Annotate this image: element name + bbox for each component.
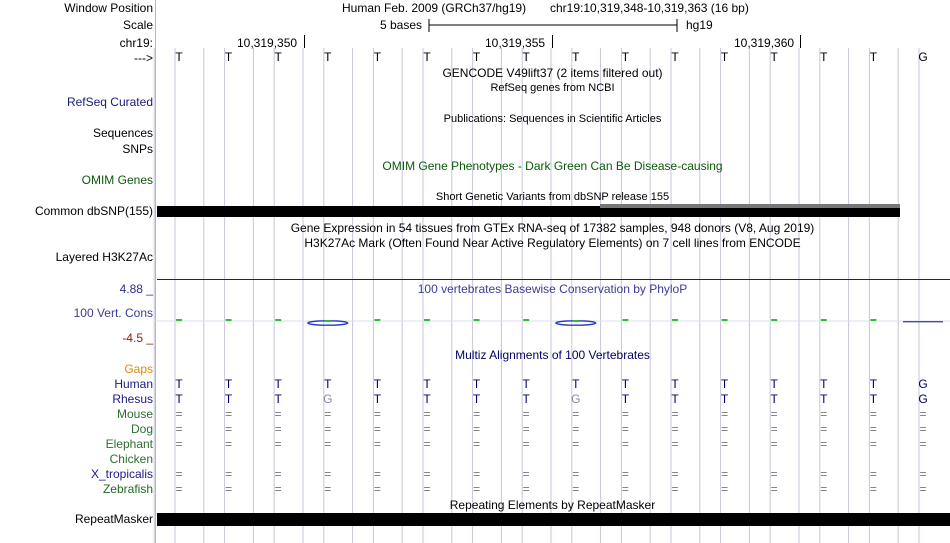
alignment-base: =: [820, 437, 828, 451]
species-label[interactable]: X_tropicalis: [90, 467, 153, 481]
alignment-base: =: [869, 407, 877, 421]
alignment-base: =: [671, 422, 679, 436]
dbsnp-track-title[interactable]: Short Genetic Variants from dbSNP release 155: [435, 191, 670, 203]
alignment-base: =: [919, 482, 927, 496]
alignment-base: =: [770, 407, 778, 421]
phylop-score-mark: [325, 320, 331, 322]
alignment-base: =: [225, 422, 233, 436]
base-letter: T: [770, 50, 778, 64]
alignment-base: =: [274, 482, 282, 496]
alignment-base: =: [919, 467, 927, 481]
alignment-base: =: [373, 482, 381, 496]
alignment-base: T: [869, 377, 878, 391]
alignment-base: T: [820, 377, 828, 391]
alignment-base: =: [274, 422, 282, 436]
phylop-score-mark: [275, 319, 281, 321]
alignment-base: T: [224, 377, 233, 391]
alignment-base: T: [373, 377, 382, 391]
alignment-base: =: [770, 422, 778, 436]
h3k27ac-baseline: [157, 279, 950, 280]
alignment-base: =: [721, 467, 729, 481]
alignment-base: =: [373, 467, 381, 481]
alignment-base: =: [869, 422, 877, 436]
alignment-base: T: [522, 392, 530, 406]
alignment-base: =: [572, 467, 580, 481]
gencode-track-title[interactable]: GENCODE V49lift37 (2 items filtered out): [442, 66, 663, 80]
alignment-base: =: [274, 407, 282, 421]
alignment-base: =: [324, 422, 332, 436]
alignment-base: G: [323, 392, 333, 406]
alignment-base: =: [721, 407, 729, 421]
alignment-base: =: [473, 482, 481, 496]
phylop-min-label: -4.5 _: [122, 331, 153, 345]
phylop-score-mark: [573, 320, 579, 322]
scale-label: Scale: [122, 18, 153, 32]
alignment-base: T: [274, 392, 282, 406]
alignment-base: =: [919, 422, 927, 436]
species-label[interactable]: Rhesus: [112, 392, 153, 406]
alignment-base: =: [820, 407, 828, 421]
alignment-base: =: [671, 467, 679, 481]
base-letter: T: [720, 50, 729, 64]
base-letter: T: [423, 50, 431, 64]
alignment-base: =: [373, 407, 381, 421]
refseq-track-title[interactable]: RefSeq genes from NCBI: [490, 82, 615, 94]
alignment-base: =: [572, 437, 580, 451]
base-letter: T: [671, 50, 679, 64]
window-position-value[interactable]: chr19:10,319,348-10,319,363 (16 bp): [550, 1, 749, 15]
alignment-base: =: [671, 482, 679, 496]
alignment-base: T: [423, 392, 431, 406]
alignment-base: T: [175, 392, 183, 406]
alignment-base: =: [522, 437, 530, 451]
scale-bar: [428, 17, 680, 33]
alignment-base: T: [472, 377, 481, 391]
alignment-base: =: [324, 407, 332, 421]
phylop-score-mark: [176, 319, 182, 321]
alignment-base: T: [770, 392, 778, 406]
phylop-score-mark: [622, 319, 628, 321]
alignment-base: =: [919, 407, 927, 421]
species-label[interactable]: Elephant: [105, 437, 153, 451]
alignment-base: =: [621, 482, 629, 496]
alignment-base: =: [671, 437, 679, 451]
alignment-base: =: [572, 482, 580, 496]
multiz-track-title[interactable]: Multiz Alignments of 100 Vertebrates: [455, 348, 650, 362]
base-letter: T: [869, 50, 878, 64]
alignment-base: =: [175, 467, 183, 481]
phylop-score-mark: [821, 319, 827, 321]
base-letter: T: [175, 50, 183, 64]
tick-mark: [552, 35, 553, 48]
base-letter: T: [820, 50, 828, 64]
alignment-base: =: [721, 437, 729, 451]
alignment-base: =: [522, 422, 530, 436]
alignment-base: =: [919, 437, 927, 451]
repeatmasker-track-title[interactable]: Repeating Elements by RepeatMasker: [449, 498, 656, 512]
snps-label[interactable]: SNPs: [122, 142, 153, 156]
phylop-score-mark: [903, 321, 943, 322]
alignment-base: =: [473, 437, 481, 451]
repeatmasker-label[interactable]: RepeatMasker: [74, 512, 153, 526]
alignment-base: =: [770, 437, 778, 451]
alignment-base: T: [869, 392, 878, 406]
dbsnp-label[interactable]: Common dbSNP(155): [34, 204, 153, 218]
species-label[interactable]: Dog: [130, 422, 153, 436]
alignment-base: T: [671, 377, 679, 391]
alignment-base: =: [373, 422, 381, 436]
alignment-base: G: [918, 392, 928, 406]
alignment-base: =: [324, 467, 332, 481]
base-letter: T: [472, 50, 481, 64]
alignment-base: =: [373, 437, 381, 451]
phylop-score-mark: [226, 319, 232, 321]
repeatmasker-feature-bar[interactable]: [157, 513, 950, 526]
phylop-track-title[interactable]: 100 vertebrates Basewise Conservation by PhyloP: [417, 282, 688, 296]
strand-arrow: --->: [134, 51, 153, 65]
alignment-base: =: [522, 482, 530, 496]
phylop-score-mark: [374, 319, 380, 321]
alignment-base: =: [473, 422, 481, 436]
alignment-base: =: [820, 467, 828, 481]
alignment-base: =: [572, 407, 580, 421]
alignment-base: =: [869, 467, 877, 481]
alignment-base: T: [423, 377, 431, 391]
alignment-base: =: [274, 467, 282, 481]
phylop-score-mark: [424, 319, 430, 321]
phylop-score-mark: [523, 319, 529, 321]
alignment-base: =: [621, 407, 629, 421]
alignment-base: =: [423, 422, 431, 436]
scale-text: 5 bases: [380, 18, 423, 32]
gaps-label[interactable]: Gaps: [124, 362, 153, 376]
alignment-base: T: [224, 392, 233, 406]
base-letter: T: [572, 50, 580, 64]
base-letter: T: [373, 50, 382, 64]
alignment-base: =: [225, 467, 233, 481]
base-letter: G: [918, 50, 928, 64]
alignment-base: T: [472, 392, 481, 406]
h3k27ac-track-title[interactable]: H3K27Ac Mark (Often Found Near Active Regulatory Elements) on 7 cell lines from ENCODE: [304, 236, 801, 250]
phylop-score-mark: [771, 319, 777, 321]
tick-label: 10,319,355: [485, 36, 546, 50]
h3k27ac-label[interactable]: Layered H3K27Ac: [55, 250, 153, 264]
alignment-base: =: [671, 407, 679, 421]
alignment-base: =: [175, 407, 183, 421]
alignment-base: =: [225, 437, 233, 451]
alignment-base: T: [373, 392, 382, 406]
alignment-base: =: [621, 467, 629, 481]
alignment-base: =: [869, 437, 877, 451]
alignment-base: =: [820, 422, 828, 436]
alignment-base: T: [522, 377, 530, 391]
tick-label: 10,319,350: [237, 36, 298, 50]
alignment-base: =: [423, 467, 431, 481]
alignment-base: =: [324, 437, 332, 451]
tick-mark: [304, 35, 305, 48]
phylop-score-mark: [722, 319, 728, 321]
alignment-base: T: [324, 377, 332, 391]
base-letter: T: [324, 50, 332, 64]
tick-mark: [800, 35, 801, 48]
phylop-label[interactable]: 100 Vert. Cons: [73, 306, 153, 320]
alignment-base: T: [621, 377, 630, 391]
alignment-base: =: [423, 482, 431, 496]
alignment-base: =: [869, 482, 877, 496]
publications-track-title[interactable]: Publications: Sequences in Scientific Articles: [443, 113, 662, 125]
alignment-base: T: [820, 392, 828, 406]
alignment-base: =: [175, 482, 183, 496]
alignment-base: =: [473, 467, 481, 481]
alignment-base: G: [571, 392, 581, 406]
alignment-base: T: [572, 377, 580, 391]
alignment-base: =: [770, 482, 778, 496]
window-position-label: Window Position: [64, 1, 153, 15]
phylop-plot[interactable]: [155, 314, 950, 330]
phylop-max-label: 4.88 _: [119, 282, 153, 296]
phylop-score-mark: [870, 319, 876, 321]
alignment-base: =: [423, 407, 431, 421]
alignment-base: =: [820, 482, 828, 496]
alignment-base: =: [175, 437, 183, 451]
sequences-label[interactable]: Sequences: [92, 126, 153, 140]
scale-db: hg19: [686, 18, 713, 32]
alignment-base: =: [225, 407, 233, 421]
alignment-base: T: [671, 392, 679, 406]
base-letter: T: [522, 50, 530, 64]
alignment-base: =: [572, 422, 580, 436]
species-label[interactable]: Zebrafish: [102, 482, 153, 496]
alignment-base: T: [720, 377, 729, 391]
species-label[interactable]: Human: [114, 377, 153, 391]
omim-label[interactable]: OMIM Genes: [81, 173, 153, 187]
phylop-score-mark: [474, 319, 480, 321]
alignment-base: =: [225, 482, 233, 496]
alignment-base: =: [721, 482, 729, 496]
phylop-score-mark: [672, 319, 678, 321]
assembly-name: Human Feb. 2009 (GRCh37/hg19): [342, 1, 527, 15]
tick-label: 10,319,360: [734, 36, 795, 50]
base-letter: T: [224, 50, 233, 64]
gtex-track-title[interactable]: Gene Expression in 54 tissues from GTEx RNA-seq of 17382 samples, 948 donors (V8, Aug 2019): [290, 221, 815, 235]
dbsnp-feature-highlight: [600, 204, 900, 208]
alignment-base: =: [621, 437, 629, 451]
refseq-label[interactable]: RefSeq Curated: [66, 95, 153, 109]
base-letter: T: [621, 50, 630, 64]
alignment-base: =: [175, 422, 183, 436]
alignment-base: G: [918, 377, 928, 391]
chrom-label: chr19:: [119, 36, 153, 50]
alignment-base: T: [274, 377, 282, 391]
alignment-base: =: [274, 437, 282, 451]
alignment-base: T: [720, 392, 729, 406]
alignment-base: T: [621, 392, 630, 406]
omim-track-title[interactable]: OMIM Gene Phenotypes - Dark Green Can Be Disease-causing: [382, 159, 723, 173]
alignment-base: =: [522, 407, 530, 421]
base-letter: T: [274, 50, 282, 64]
alignment-base: =: [423, 437, 431, 451]
alignment-base: =: [324, 482, 332, 496]
species-label[interactable]: Chicken: [109, 452, 153, 466]
alignment-base: T: [175, 377, 183, 391]
species-label[interactable]: Mouse: [116, 407, 153, 421]
alignment-base: T: [770, 377, 778, 391]
alignment-base: =: [473, 407, 481, 421]
alignment-base: =: [770, 467, 778, 481]
alignment-base: =: [621, 422, 629, 436]
alignment-base: =: [721, 422, 729, 436]
alignment-base: =: [522, 467, 530, 481]
